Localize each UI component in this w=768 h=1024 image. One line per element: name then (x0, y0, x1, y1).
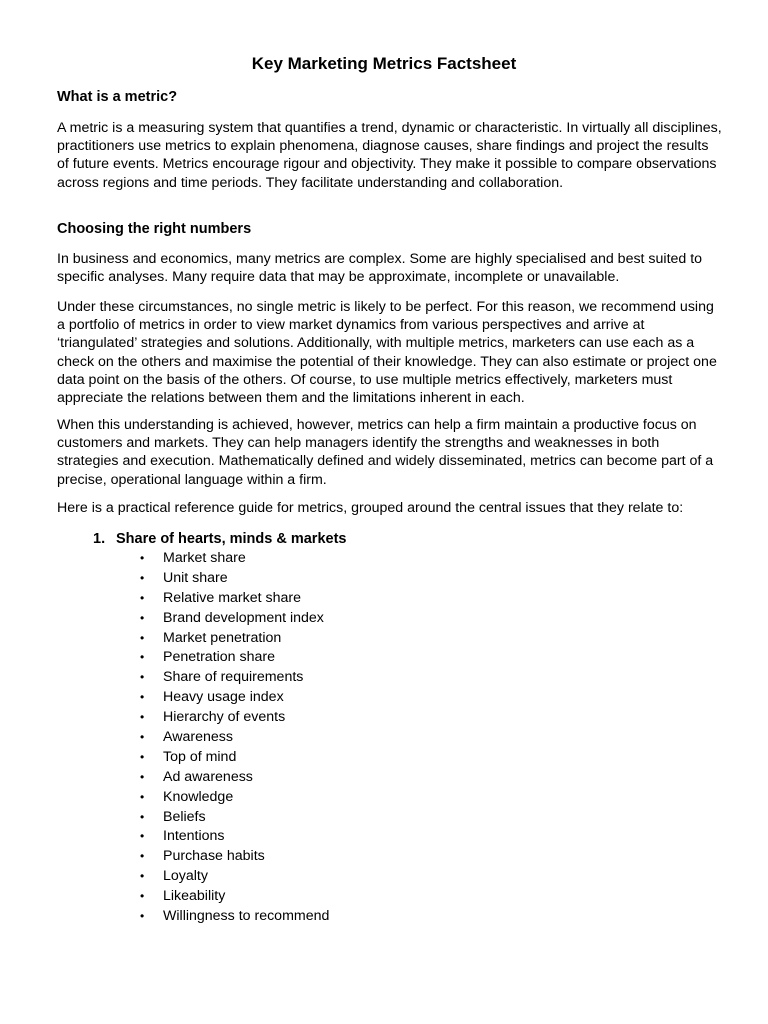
list-item-label: Unit share (163, 569, 228, 586)
list-item (140, 768, 329, 788)
bullet-icon: • (140, 909, 145, 924)
list-item (140, 609, 329, 629)
list-item (140, 688, 329, 708)
bullet-icon: • (140, 650, 145, 665)
list-item-label: Intentions (163, 828, 225, 845)
bullet-icon: • (140, 690, 145, 705)
list-item-label: Knowledge (163, 788, 234, 805)
bullet-icon: • (140, 710, 145, 725)
list-item (140, 648, 329, 668)
bullet-icon: • (140, 849, 145, 864)
list-item-label: Heavy usage index (163, 689, 284, 706)
list-item-label: Awareness (163, 729, 233, 746)
bullet-icon: • (140, 789, 145, 804)
section-heading-what-is-a-metric: What is a metric? (57, 89, 178, 105)
list-item-label: Market share (163, 550, 246, 566)
list-item-label: Likeability (163, 888, 226, 905)
list-item-label: Willingness to recommend (163, 908, 330, 925)
list-item (140, 589, 329, 609)
list-item (140, 887, 329, 907)
bullet-icon: • (140, 551, 145, 565)
bullet-icon: • (140, 749, 145, 764)
list-item (140, 788, 329, 808)
list-item (140, 847, 329, 867)
list-item (140, 549, 329, 569)
bullet-icon: • (140, 869, 145, 884)
paragraph-complex-metrics: In business and economics, many metrics are complex. Some are highly specialised and best suited to specific analyses. Many require data that may be approximate, incomplete or unavailable. (57, 251, 703, 286)
bullet-icon: • (140, 670, 145, 685)
list-item (140, 907, 329, 927)
bullet-icon: • (140, 570, 145, 585)
list-item-label: Market penetration (163, 629, 282, 646)
list-item (140, 728, 329, 748)
bullet-icon: • (140, 809, 145, 824)
section-paragraph-metric-definition: A metric is a measuring system that quantifies a trend, dynamic or characteristic. In virtually all disciplines, practitioners use metrics to explain phenomena, diagnose causes, share findings and project the results of future events. Metrics encourage rigour and objectivity. They make it possible to compare observations across regions and time periods. They facilitate understanding and collaboration. (57, 120, 722, 191)
list-item-label: Share of requirements (163, 669, 304, 686)
list-item-label: Loyalty (163, 868, 208, 885)
bullet-icon: • (140, 829, 145, 844)
list-heading-text: Share of hearts, minds & markets (116, 531, 347, 547)
bullet-icon: • (140, 630, 145, 645)
list-item (140, 808, 329, 828)
list-item-label: Purchase habits (163, 848, 265, 865)
list-item (140, 708, 329, 728)
numbered-list-heading (93, 530, 346, 548)
bullet-icon: • (140, 610, 145, 625)
list-item (140, 668, 329, 688)
metrics-bullet-list (140, 549, 329, 927)
bullet-icon: • (140, 769, 145, 784)
bullet-icon: • (140, 730, 145, 745)
list-number: 1. (93, 531, 106, 547)
paragraph-portfolio-of-metrics: Under these circumstances, no single metric is likely to be perfect. For this reason, we recommend using a portfolio of metrics in order to view market dynamics from various perspectives and arrive at ‘triangulated’ strategies and solutions. Additionally, with multiple metrics, marketers can use each as a check on the others and maximise the potential of their knowledge. They can also estimate or project one data point on the basis of the others. Of course, to use multiple metrics effectively, marketers must appreciate the relations between them and the limitations inherent in each. (57, 299, 717, 407)
list-item-label: Hierarchy of events (163, 709, 286, 726)
paragraph-reference-guide-intro: Here is a practical reference guide for metrics, grouped around the central issues that they relate to: (57, 500, 684, 516)
document-title: Key Marketing Metrics Factsheet (251, 54, 517, 73)
list-item-label: Top of mind (163, 748, 237, 765)
list-item-label: Brand development index (163, 609, 324, 626)
list-item (140, 867, 329, 887)
bullet-icon: • (140, 590, 145, 605)
list-item-label: Beliefs (163, 808, 206, 825)
paragraph-productive-focus: When this understanding is achieved, however, metrics can help a firm maintain a productive focus on customers and markets. They can help managers identify the strengths and weaknesses in both strategies and execution. Mathematically defined and widely disseminated, metrics can become part of a precise, operational language within a firm. (57, 417, 714, 488)
list-item (140, 569, 329, 589)
list-item-label: Penetration share (163, 649, 275, 666)
list-item (140, 827, 329, 847)
list-item-label: Ad awareness (163, 768, 253, 785)
list-item (140, 748, 329, 768)
section-heading-choosing-numbers: Choosing the right numbers (57, 221, 252, 237)
bullet-icon: • (140, 889, 145, 904)
list-item (140, 629, 329, 649)
list-item-label: Relative market share (163, 589, 301, 606)
